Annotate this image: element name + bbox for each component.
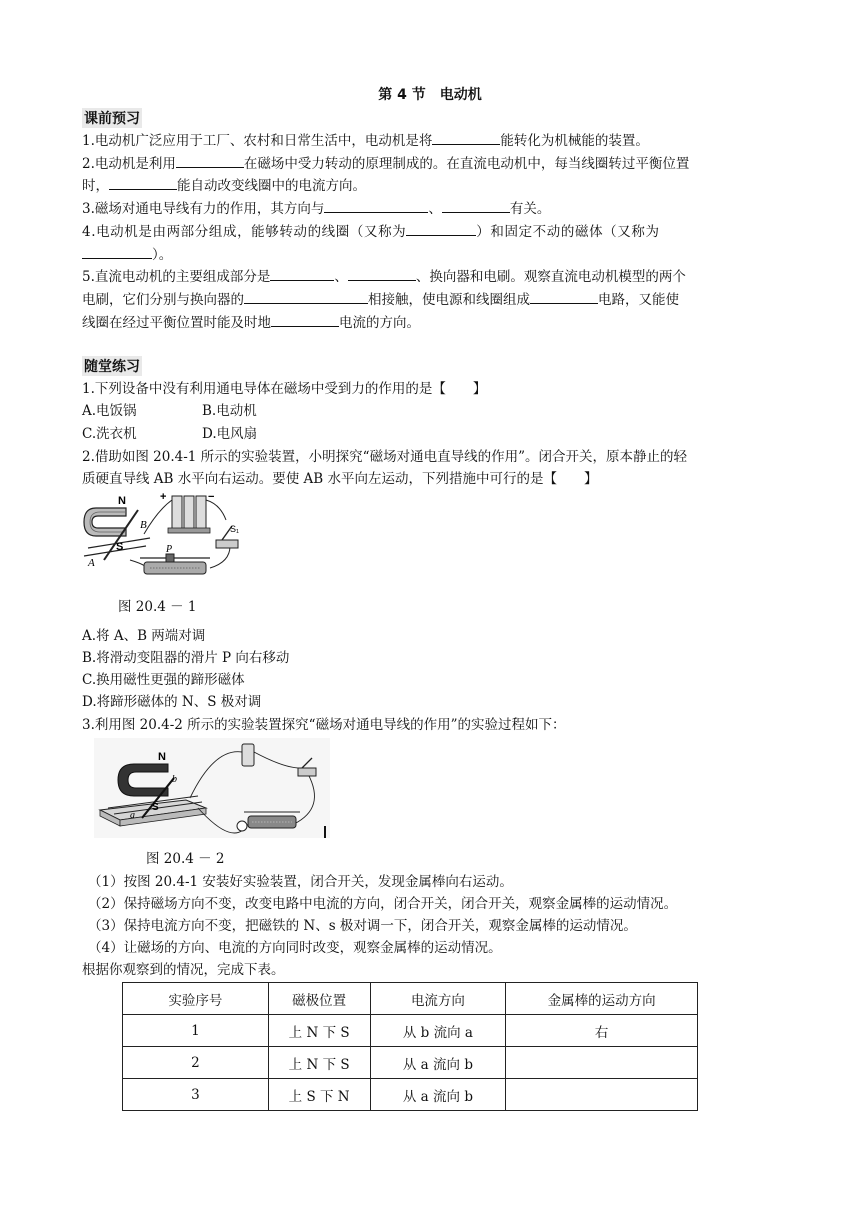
table-header-row xyxy=(123,983,698,1015)
q3-text-a: 3.磁场对通电导线有力的作用，其方向与 xyxy=(82,201,325,217)
q5-text-c: 、换向器和电刷。观察直流电动机模型的两个 xyxy=(415,269,686,285)
table-cell: 上 N 下 S xyxy=(268,1047,370,1079)
option-a[interactable]: A.将 A、B 两端对调 xyxy=(82,628,206,644)
practice-question-1-stem: 1.下列设备中没有利用通电导体在磁场中受到力的作用的是【 】 xyxy=(82,381,487,397)
option-c[interactable]: C.洗衣机 xyxy=(82,426,137,442)
table-cell: 从 a 流向 b xyxy=(370,1047,506,1079)
q5-text-g: 线圈在经过平衡位置时能及时地 xyxy=(82,315,271,331)
magnet-n-label: N xyxy=(118,495,126,507)
experiment-step-4: （4）让磁场的方向、电流的方向同时改变，观察金属棒的运动情况。 xyxy=(88,940,502,956)
answer-blank[interactable] xyxy=(82,244,152,259)
preview-question-5-line-2 xyxy=(82,289,679,310)
q5-text-e: 相接触，使电源和线圈组成 xyxy=(368,292,530,308)
table-row xyxy=(123,1079,698,1111)
table-header-cell: 电流方向 xyxy=(370,983,506,1015)
table-header-cell: 金属棒的运动方向 xyxy=(506,983,698,1015)
q4-text-b: ）和固定不动的磁体（又称为 xyxy=(476,224,660,240)
table-intro: 根据你观察到的情况，完成下表。 xyxy=(82,962,285,978)
rod-a-label: A xyxy=(88,557,95,569)
figure-edge-mark xyxy=(324,826,326,838)
q2-text-b: 在磁场中受力转动的原理制成的。在直流电动机中，每当线圈转过平衡位置 xyxy=(243,156,690,172)
q2-text-a: 2.电动机是利用 xyxy=(82,156,176,172)
table-header-cell: 磁极位置 xyxy=(268,983,370,1015)
preview-question-4-line-1 xyxy=(82,221,660,242)
table-cell: 从 b 流向 a xyxy=(370,1015,506,1047)
table-row xyxy=(123,1015,698,1047)
q5-text-a: 5.直流电动机的主要组成部分是 xyxy=(82,269,271,285)
slider-p-label: P xyxy=(166,544,173,555)
practice-question-2-stem-line-2: 质硬直导线 AB 水平向右运动。要使 AB 水平向左运动，下列措施中可行的是【 】 xyxy=(82,471,598,487)
answer-blank[interactable] xyxy=(176,153,244,168)
option-d[interactable]: D.电风扇 xyxy=(202,426,258,442)
table-cell: 上 S 下 N xyxy=(268,1079,370,1111)
preview-question-2-line-2 xyxy=(82,175,366,196)
table-cell: 上 N 下 S xyxy=(268,1015,370,1047)
answer-blank[interactable] xyxy=(324,198,428,213)
answer-blank[interactable] xyxy=(406,221,476,236)
option-b[interactable]: B.电动机 xyxy=(202,403,257,419)
practice-question-2-stem-line-1: 2.借助如图 20.4-1 所示的实验装置，小明探究“磁场对通电直导线的作用”。闭合开关，原本静止的轻 xyxy=(82,449,687,465)
table-cell: 1 xyxy=(123,1015,269,1047)
table-cell: 右 xyxy=(506,1015,698,1047)
answer-cell[interactable] xyxy=(506,1047,698,1079)
page-title: 第 4 节 电动机 xyxy=(378,87,482,103)
answer-blank[interactable] xyxy=(348,266,416,281)
table-cell: 3 xyxy=(123,1079,269,1111)
q3-text-b: 、 xyxy=(428,201,442,217)
rod-a-label: a xyxy=(130,810,135,821)
figure-20-4-1-caption: 图 20.4 － 1 xyxy=(118,599,197,615)
table-cell: 2 xyxy=(123,1047,269,1079)
answer-blank[interactable] xyxy=(244,289,368,304)
q2-text-c: 时， xyxy=(82,178,109,194)
magnet-s-label: S xyxy=(116,541,124,553)
preview-question-1 xyxy=(82,130,649,151)
practice-question-3-stem: 3.利用图 20.4-2 所示的实验装置探究“磁场对通电导线的作用”的实验过程如下： xyxy=(82,717,566,733)
option-b[interactable]: B.将滑动变阻器的滑片 P 向右移动 xyxy=(82,650,290,666)
q4-text-c: ）。 xyxy=(152,247,173,263)
preview-question-5-line-3 xyxy=(82,312,420,333)
preview-question-3 xyxy=(82,198,550,219)
magnet-s-label: S xyxy=(152,802,159,813)
q3-text-c: 有关。 xyxy=(509,201,551,217)
results-table xyxy=(122,982,698,1111)
q1-text-a: 1.电动机广泛应用于工厂、农村和日常生活中，电动机是将 xyxy=(82,133,433,149)
switch-s1-label: S₁ xyxy=(230,524,240,534)
preview-question-4-line-2 xyxy=(82,244,172,265)
answer-blank[interactable] xyxy=(109,175,177,190)
answer-cell[interactable] xyxy=(506,1079,698,1111)
rod-b-label: b xyxy=(172,774,177,785)
preview-question-5-line-1 xyxy=(82,266,686,287)
experiment-step-2: （2）保持磁场方向不变，改变电路中电流的方向，闭合开关，闭合开关，观察金属棒的运动情况。 xyxy=(88,896,678,912)
q5-text-h: 电流的方向。 xyxy=(339,315,420,331)
option-a[interactable]: A.电饭锅 xyxy=(82,403,137,419)
answer-blank[interactable] xyxy=(442,198,510,213)
battery-minus-label: − xyxy=(208,491,215,503)
q5-text-f: 电路，又能使 xyxy=(598,292,679,308)
answer-blank[interactable] xyxy=(432,130,500,145)
answer-blank[interactable] xyxy=(530,289,598,304)
q5-text-b: 、 xyxy=(334,269,348,285)
q1-text-b: 能转化为机械能的装置。 xyxy=(500,133,649,149)
section-heading-preview: 课前预习 xyxy=(82,108,142,128)
option-c[interactable]: C.换用磁性更强的蹄形磁体 xyxy=(82,672,245,688)
figure-20-4-2 xyxy=(94,738,330,838)
answer-blank[interactable] xyxy=(271,312,339,327)
table-header-cell: 实验序号 xyxy=(123,983,269,1015)
preview-question-2-line-1 xyxy=(82,153,689,174)
battery-plus-label: + xyxy=(160,491,167,503)
q2-text-d: 能自动改变线圈中的电流方向。 xyxy=(177,178,366,194)
table-row xyxy=(123,1047,698,1079)
figure-20-4-2-caption: 图 20.4 － 2 xyxy=(146,851,225,867)
option-d[interactable]: D.将蹄形磁体的 N、S 极对调 xyxy=(82,694,262,710)
table-cell: 从 a 流向 b xyxy=(370,1079,506,1111)
rod-b-label: B xyxy=(140,519,147,531)
experiment-step-3: （3）保持电流方向不变，把磁铁的 N、s 极对调一下，闭合开关，观察金属棒的运动情况。 xyxy=(88,918,637,934)
magnet-n-label: N xyxy=(158,751,166,763)
figure-20-4-1 xyxy=(80,490,245,582)
answer-blank[interactable] xyxy=(270,266,334,281)
q5-text-d: 电刷，它们分别与换向器的 xyxy=(82,292,244,308)
section-heading-practice: 随堂练习 xyxy=(82,356,142,376)
experiment-step-1: （1）按图 20.4-1 安装好实验装置，闭合开关，发现金属棒向右运动。 xyxy=(88,874,513,890)
q4-text-a: 4.电动机是由两部分组成，能够转动的线圈（又称为 xyxy=(82,224,407,240)
